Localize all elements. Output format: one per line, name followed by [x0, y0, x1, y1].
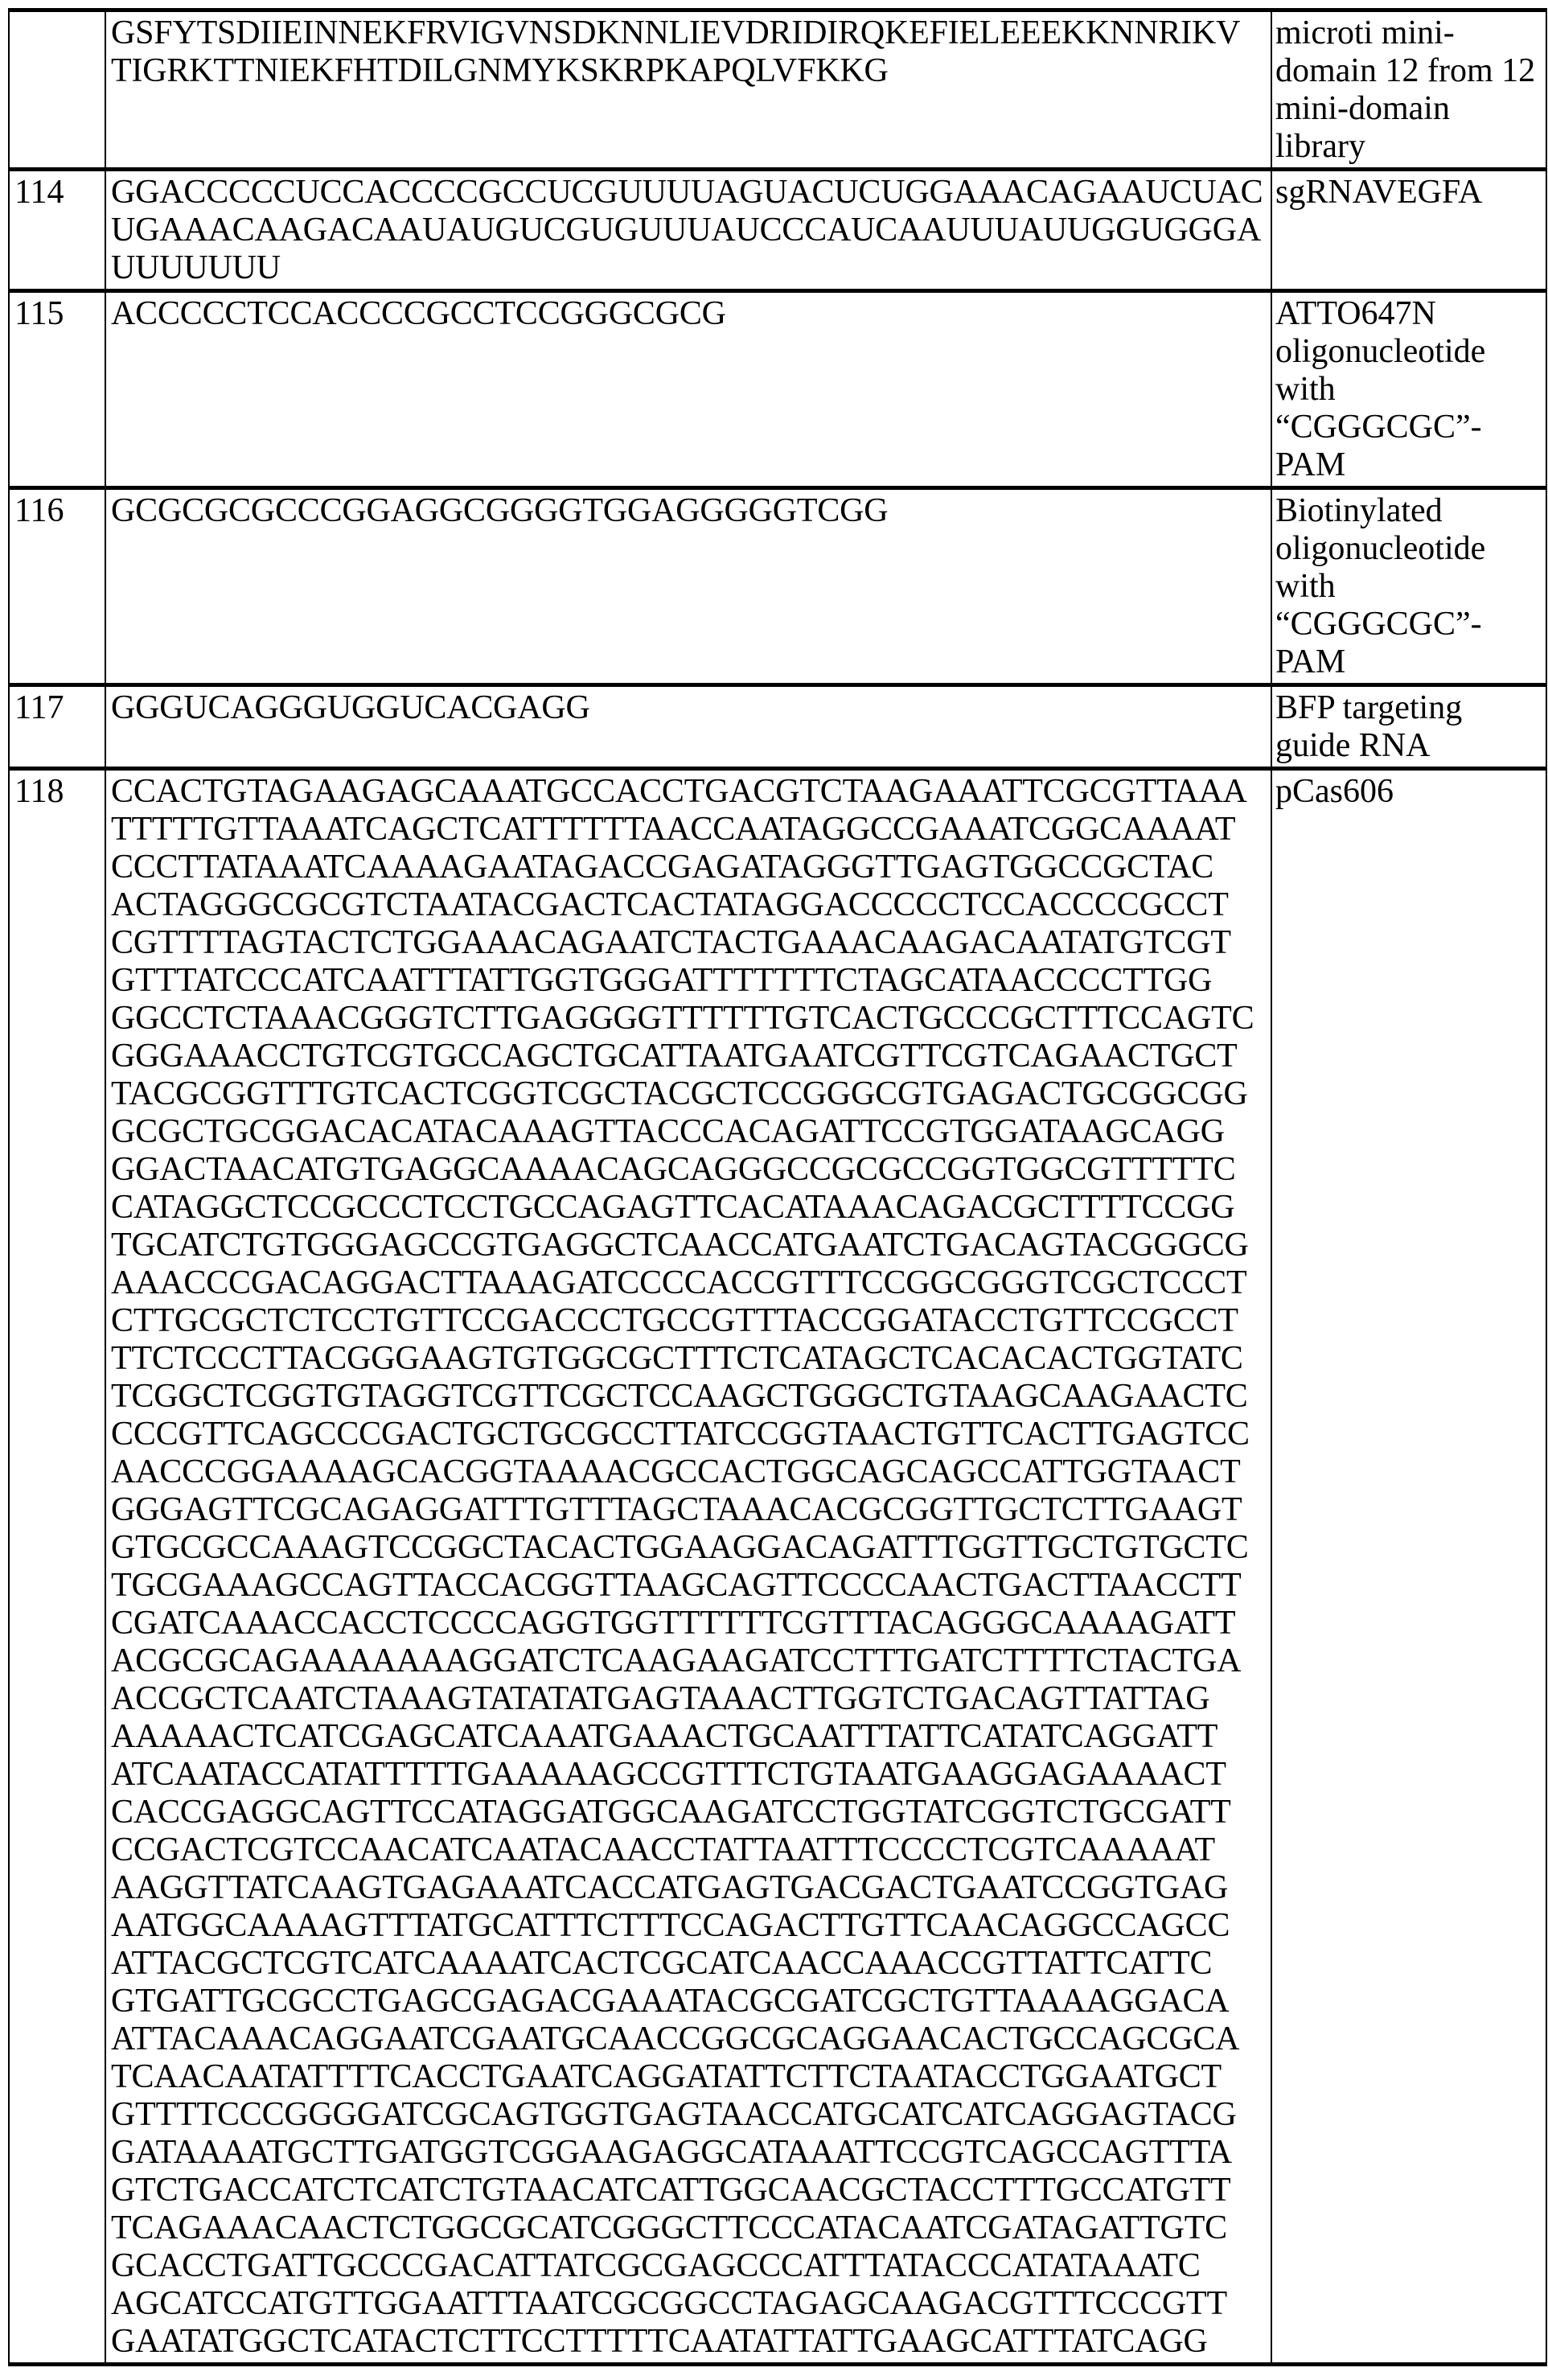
- table-row: [9, 769, 1546, 2365]
- sequence-line: ACGCGCAGAAAAAAAGGATCTCAAGAAGATCCTTTGATCTTTTCTACTGA: [111, 1642, 1271, 1680]
- table-row: [9, 488, 1546, 685]
- description-line: oligonucleotide: [1275, 333, 1546, 371]
- sequence-line: AGCATCCATGTTGGAATTTAATCGCGGCCTAGAGCAAGACGTTTCCCGTT: [111, 2285, 1271, 2323]
- sequence-line: CACCGAGGCAGTTCCATAGGATGGCAAGATCCTGGTATCGGTCTGCGATT: [111, 1794, 1271, 1831]
- sequence-line: CCGACTCGTCCAACATCAATACAACCTATTAATTTCCCCTCGTCAAAAAT: [111, 1831, 1271, 1869]
- seq-id-cell: 117: [9, 685, 105, 769]
- sequence-line: GCGCGCGCCCGGAGGCGGGGTGGAGGGGGTCGG: [111, 492, 1271, 530]
- sequence-line: GGGAGTTCGCAGAGGATTTGTTTAGCTAAACACGCGGTTGCTCTTGAAGT: [111, 1491, 1271, 1529]
- sequence-line: TCAACAATATTTTCACCTGAATCAGGATATTCTTCTAATACCTGGAATGCT: [111, 2058, 1271, 2096]
- sequence-line: TTCTCCCTTACGGGAAGTGTGGCGCTTTCTCATAGCTCACACACTGGTATC: [111, 1340, 1271, 1378]
- sequence-line: AAGGTTATCAAGTGAGAAATCACCATGAGTGACGACTGAATCCGGTGAG: [111, 1869, 1271, 1907]
- sequence-line: TTTTTGTTAAATCAGCTCATTTTTTAACCAATAGGCCGAAATCGGCAAAAT: [111, 811, 1271, 849]
- sequence-line: CCACTGTAGAAGAGCAAATGCCACCTGACGTCTAAGAAATTCGCGTTAAA: [111, 773, 1271, 811]
- sequence-cell: [105, 291, 1271, 488]
- table-row: [9, 170, 1546, 291]
- sequence-line: GTGCGCCAAAGTCCGGCTACACTGGAAGGACAGATTTGGTTGCTGTGCTC: [111, 1529, 1271, 1567]
- seq-id-cell: 115: [9, 291, 105, 488]
- sequence-line: GAATATGGCTCATACTCTTCCTTTTTCAATATTATTGAAGCATTTATCAGG: [111, 2323, 1271, 2361]
- sequence-line: TCAGAAACAACTCTGGCGCATCGGGCTTCCCATACAATCGATAGATTGTC: [111, 2209, 1271, 2247]
- description-line: ATTO647N: [1275, 295, 1546, 333]
- sequence-line: CCCGTTCAGCCCGACTGCTGCGCCTTATCCGGTAACTGTTCACTTGAGTCC: [111, 1416, 1271, 1453]
- description-line: guide RNA: [1275, 727, 1546, 765]
- table-row: [9, 10, 1546, 170]
- sequence-line: GTTTTCCCGGGGATCGCAGTGGTGAGTAACCATGCATCATCAGGAGTACG: [111, 2096, 1271, 2134]
- sequence-line: GSFYTSDIIEINNEKFRVIGVNSDKNNLIEVDRIDIRQKEFIELEEEKKNNRIKV: [111, 14, 1271, 52]
- description-line: with: [1275, 568, 1546, 606]
- description-line: library: [1275, 128, 1546, 166]
- sequence-line: GGACTAACATGTGAGGCAAAACAGCAGGGCCGCGCCGGTGGCGTTTTTC: [111, 1151, 1271, 1189]
- sequence-line: GGGAAACCTGTCGTGCCAGCTGCATTAATGAATCGTTCGTCAGAACTGCT: [111, 1038, 1271, 1075]
- table-row: [9, 291, 1546, 488]
- description-line: sgRNAVEGFA: [1275, 174, 1546, 212]
- description-line: with: [1275, 371, 1546, 409]
- description-line: mini-domain: [1275, 90, 1546, 128]
- description-line: Biotinylated: [1275, 492, 1546, 530]
- sequence-line: AAACCCGACAGGACTTAAAGATCCCCACCGTTTCCGGCGGGTCGCTCCCT: [111, 1264, 1271, 1302]
- sequence-line: TCGGCTCGGTGTAGGTCGTTCGCTCCAAGCTGGGCTGTAAGCAAGAACTC: [111, 1378, 1271, 1416]
- sequence-line: GCACCTGATTGCCCGACATTATCGCGAGCCCATTTATACCCATATAAATC: [111, 2247, 1271, 2285]
- sequence-line: TGCATCTGTGGGAGCCGTGAGGCTCAACCATGAATCTGACAGTACGGGCG: [111, 1227, 1271, 1264]
- sequence-line: GGACCCCCUCCACCCCGCCUCGUUUUAGUACUCUGGAAACAGAAUCUAC: [111, 174, 1271, 212]
- description-line: oligonucleotide: [1275, 530, 1546, 568]
- sequence-cell: [105, 170, 1271, 291]
- sequence-line: CTTGCGCTCTCCTGTTCCGACCCTGCCGTTTACCGGATACCTGTTCCGCCT: [111, 1302, 1271, 1340]
- sequence-line: ACTAGGGCGCGTCTAATACGACTCACTATAGGACCCCCTCCACCCCGCCT: [111, 886, 1271, 924]
- sequence-line: GGCCTCTAAACGGGTCTTGAGGGGTTTTTTGTCACTGCCCGCTTTCCAGTC: [111, 1000, 1271, 1038]
- sequence-cell: [105, 10, 1271, 170]
- description-cell: [1271, 170, 1546, 291]
- description-cell: [1271, 769, 1546, 2365]
- sequence-line: ATTACAAACAGGAATCGAATGCAACCGGCGCAGGAACACTGCCAGCGCA: [111, 2020, 1271, 2058]
- sequence-line: TGCGAAAGCCAGTTACCACGGTTAAGCAGTTCCCCAACTGACTTAACCTT: [111, 1567, 1271, 1605]
- description-line: microti mini-: [1275, 14, 1546, 52]
- sequence-line: TACGCGGTTTGTCACTCGGTCGCTACGCTCCGGGCGTGAGACTGCGGCGG: [111, 1075, 1271, 1113]
- sequence-line: CGATCAAACCACCTCCCCAGGTGGTTTTTTCGTTTACAGGGCAAAAGATT: [111, 1605, 1271, 1642]
- description-cell: [1271, 10, 1546, 170]
- table-row: [9, 685, 1546, 769]
- seq-id-cell: 116: [9, 488, 105, 685]
- description-line: PAM: [1275, 446, 1546, 484]
- sequence-line: UUUUUUU: [111, 249, 1271, 287]
- sequence-line: GCGCTGCGGACACATACAAAGTTACCCACAGATTCCGTGGATAAGCAGG: [111, 1113, 1271, 1151]
- seq-id-cell: [9, 10, 105, 170]
- sequence-line: AACCCGGAAAAGCACGGTAAAACGCCACTGGCAGCAGCCATTGGTAACT: [111, 1453, 1271, 1491]
- description-line: “CGGGCGC”-: [1275, 606, 1546, 643]
- sequence-line: GTTTATCCCATCAATTTATTGGTGGGATTTTTTTCTAGCATAACCCCTTGG: [111, 962, 1271, 1000]
- sequence-line: ATTACGCTCGTCATCAAAATCACTCGCATCAACCAAACCGTTATTCATTC: [111, 1945, 1271, 1983]
- sequence-line: CATAGGCTCCGCCCTCCTGCCAGAGTTCACATAAACAGACGCTTTTCCGG: [111, 1189, 1271, 1227]
- sequence-cell: [105, 685, 1271, 769]
- sequence-line: GTGATTGCGCCTGAGCGAGACGAAATACGCGATCGCTGTTAAAAGGACA: [111, 1983, 1271, 2020]
- description-line: PAM: [1275, 643, 1546, 681]
- sequence-line: CCCTTATAAATCAAAAGAATAGACCGAGATAGGGTTGAGTGGCCGCTAC: [111, 849, 1271, 886]
- sequence-line: GGGUCAGGGUGGUCACGAGG: [111, 689, 1271, 727]
- sequence-line: AAAAACTCATCGAGCATCAAATGAAACTGCAATTTATTCATATCAGGATT: [111, 1718, 1271, 1756]
- seq-id-cell: 114: [9, 170, 105, 291]
- sequence-line: ACCGCTCAATCTAAAGTATATATGAGTAAACTTGGTCTGACAGTTATTAG: [111, 1680, 1271, 1718]
- description-line: “CGGGCGC”-: [1275, 409, 1546, 446]
- description-line: domain 12 from 12: [1275, 52, 1546, 90]
- sequence-table: [8, 8, 1547, 2366]
- sequence-line: ACCCCCTCCACCCCGCCTCCGGGCGCG: [111, 295, 1271, 333]
- description-cell: [1271, 291, 1546, 488]
- sequence-line: TIGRKTTNIEKFHTDILGNMYKSKRPKAPQLVFKKG: [111, 52, 1271, 90]
- sequence-line: AATGGCAAAAGTTTATGCATTTCTTTCCAGACTTGTTCAACAGGCCAGCC: [111, 1907, 1271, 1945]
- description-cell: [1271, 685, 1546, 769]
- sequence-cell: [105, 769, 1271, 2365]
- description-line: BFP targeting: [1275, 689, 1546, 727]
- description-line: pCas606: [1275, 773, 1546, 811]
- sequence-cell: [105, 488, 1271, 685]
- seq-id-cell: 118: [9, 769, 105, 2365]
- sequence-line: GTCTGACCATCTCATCTGTAACATCATTGGCAACGCTACCTTTGCCATGTT: [111, 2172, 1271, 2209]
- description-cell: [1271, 488, 1546, 685]
- sequence-table-body: [9, 10, 1546, 2365]
- sequence-line: CGTTTTAGTACTCTGGAAACAGAATCTACTGAAACAAGACAATATGTCGT: [111, 924, 1271, 962]
- sequence-line: ATCAATACCATATTTTTGAAAAAGCCGTTTCTGTAATGAAGGAGAAAACT: [111, 1756, 1271, 1794]
- sequence-line: UGAAACAAGACAAUAUGUCGUGUUUAUCCCAUCAAUUUAUUGGUGGGA: [111, 212, 1271, 249]
- sequence-line: GATAAAATGCTTGATGGTCGGAAGAGGCATAAATTCCGTCAGCCAGTTTA: [111, 2134, 1271, 2172]
